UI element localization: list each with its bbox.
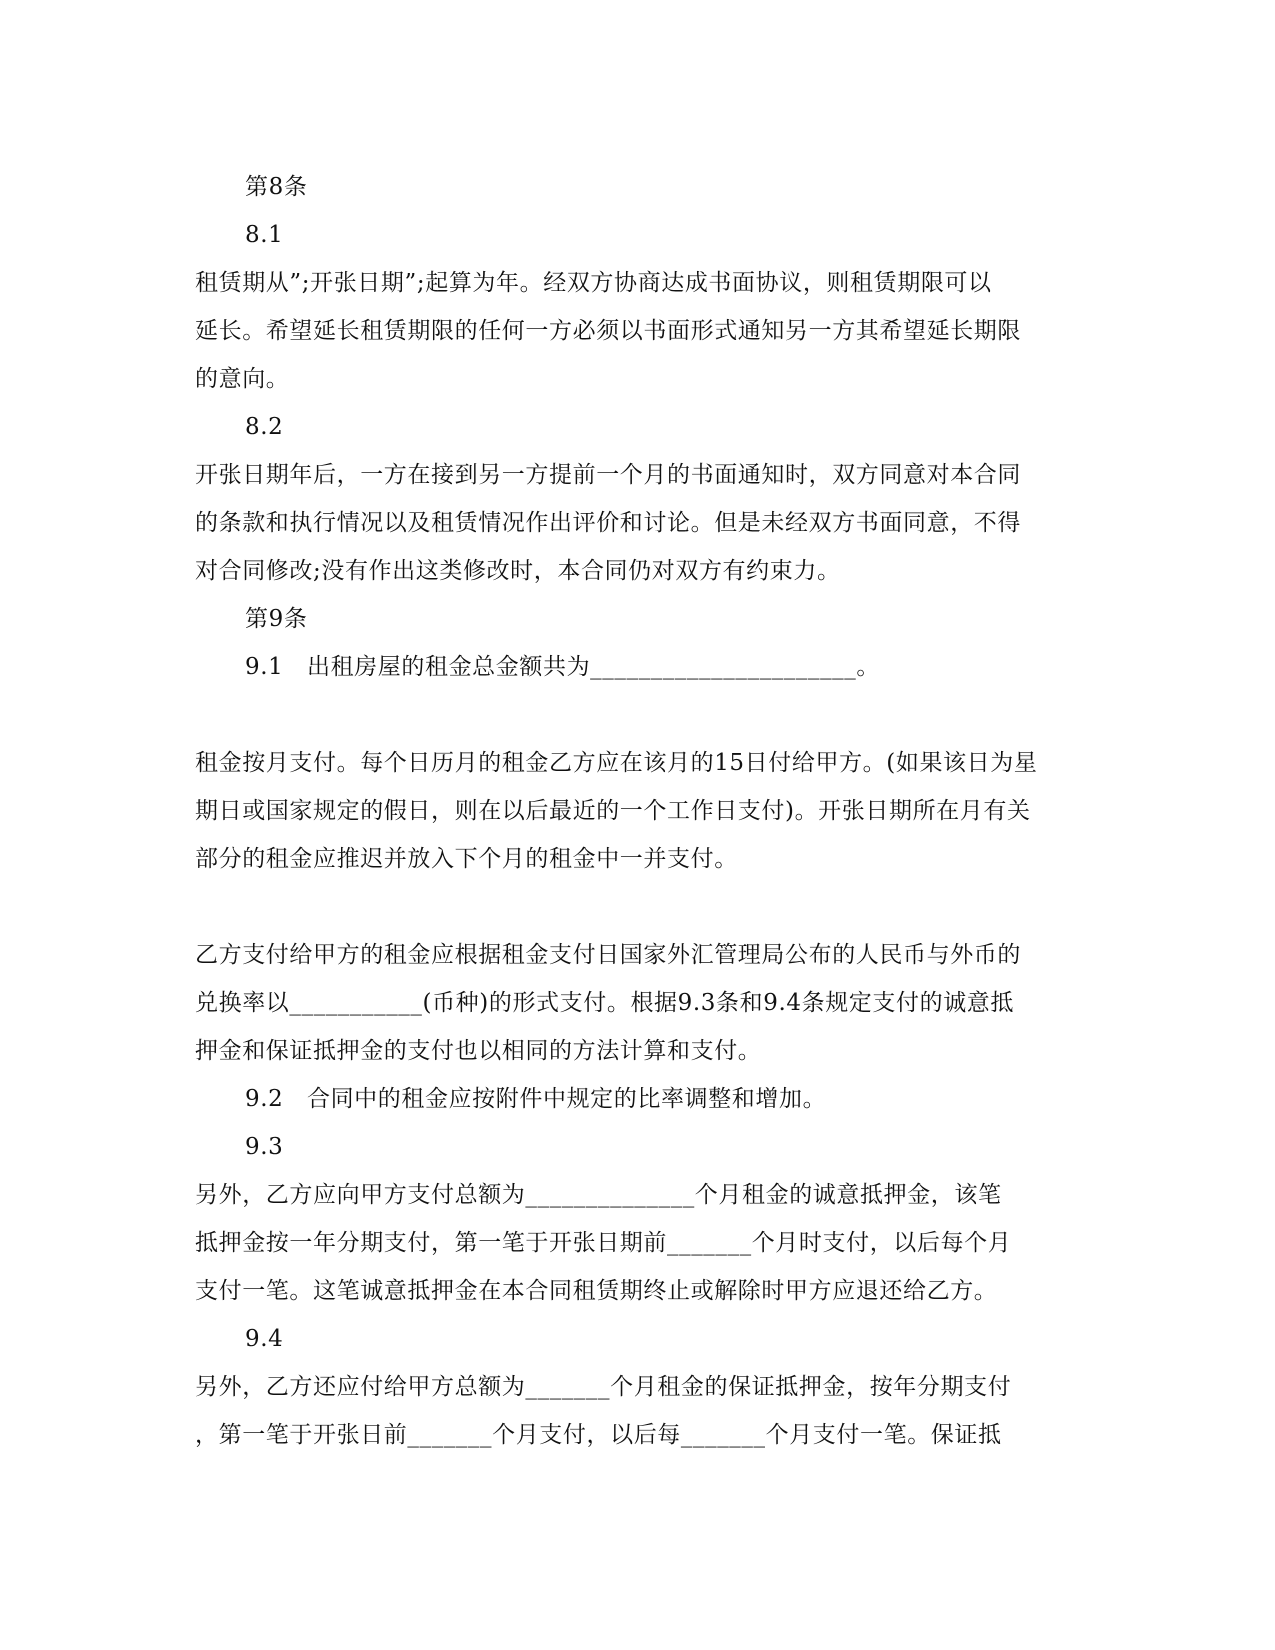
clause-9-2-line: 9.2 合同中的租金应按附件中规定的比率调整和增加。	[245, 1086, 827, 1112]
clause-8-1-number: 8.1	[245, 222, 284, 248]
paragraph-line: 另外，乙方应向甲方支付总额为______________个月租金的诚意抵押金，该笔	[195, 1182, 1002, 1208]
paragraph-line: 延长。希望延长租赁期限的任何一方必须以书面形式通知另一方其希望延长期限	[195, 318, 1021, 344]
clause-9-4-number: 9.4	[245, 1326, 284, 1352]
article-9-heading: 第9条	[245, 606, 308, 632]
paragraph-line: 的条款和执行情况以及租赁情况作出评价和讨论。但是未经双方书面同意，不得	[195, 510, 1021, 536]
clause-9-3-number: 9.3	[245, 1134, 284, 1160]
paragraph-line: 的意向。	[195, 366, 290, 392]
paragraph-line: 乙方支付给甲方的租金应根据租金支付日国家外汇管理局公布的人民币与外币的	[195, 942, 1021, 968]
clause-8-2-number: 8.2	[245, 414, 284, 440]
paragraph-line: 兑换率以___________(币种)的形式支付。根据9.3条和9.4条规定支付的诚意抵	[195, 990, 1015, 1016]
paragraph-gap	[195, 883, 1075, 931]
paragraph-line: 押金和保证抵押金的支付也以相同的方法计算和支付。	[195, 1038, 762, 1064]
paragraph-line: 对合同修改;没有作出这类修改时，本合同仍对双方有约束力。	[195, 558, 841, 584]
clause-9-1-line: 9.1 出租房屋的租金总金额共为______________________。	[245, 654, 880, 680]
paragraph-line: 部分的租金应推迟并放入下个月的租金中一并支付。	[195, 846, 738, 872]
article-8-heading: 第8条	[245, 174, 308, 200]
paragraph-line: 租赁期从”;开张日期”;起算为年。经双方协商达成书面协议，则租赁期限可以	[195, 270, 992, 296]
paragraph-line: 期日或国家规定的假日，则在以后最近的一个工作日支付)。开张日期所在月有关	[195, 798, 1031, 824]
paragraph-line: ，第一笔于开张日前_______个月支付，以后每_______个月支付一笔。保证抵	[195, 1422, 1002, 1448]
paragraph-line: 租金按月支付。每个日历月的租金乙方应在该月的15日付给甲方。(如果该日为星	[195, 750, 1038, 776]
paragraph-line: 抵押金按一年分期支付，第一笔于开张日期前_______个月时支付，以后每个月	[195, 1230, 1012, 1256]
paragraph-gap	[195, 691, 1075, 739]
paragraph-line: 另外，乙方还应付给甲方总额为_______个月租金的保证抵押金，按年分期支付	[195, 1374, 1012, 1400]
paragraph-line: 支付一笔。这笔诚意抵押金在本合同租赁期终止或解除时甲方应退还给乙方。	[195, 1278, 998, 1304]
document-body	[195, 163, 1075, 1459]
paragraph-line: 开张日期年后，一方在接到另一方提前一个月的书面通知时，双方同意对本合同	[195, 462, 1021, 488]
